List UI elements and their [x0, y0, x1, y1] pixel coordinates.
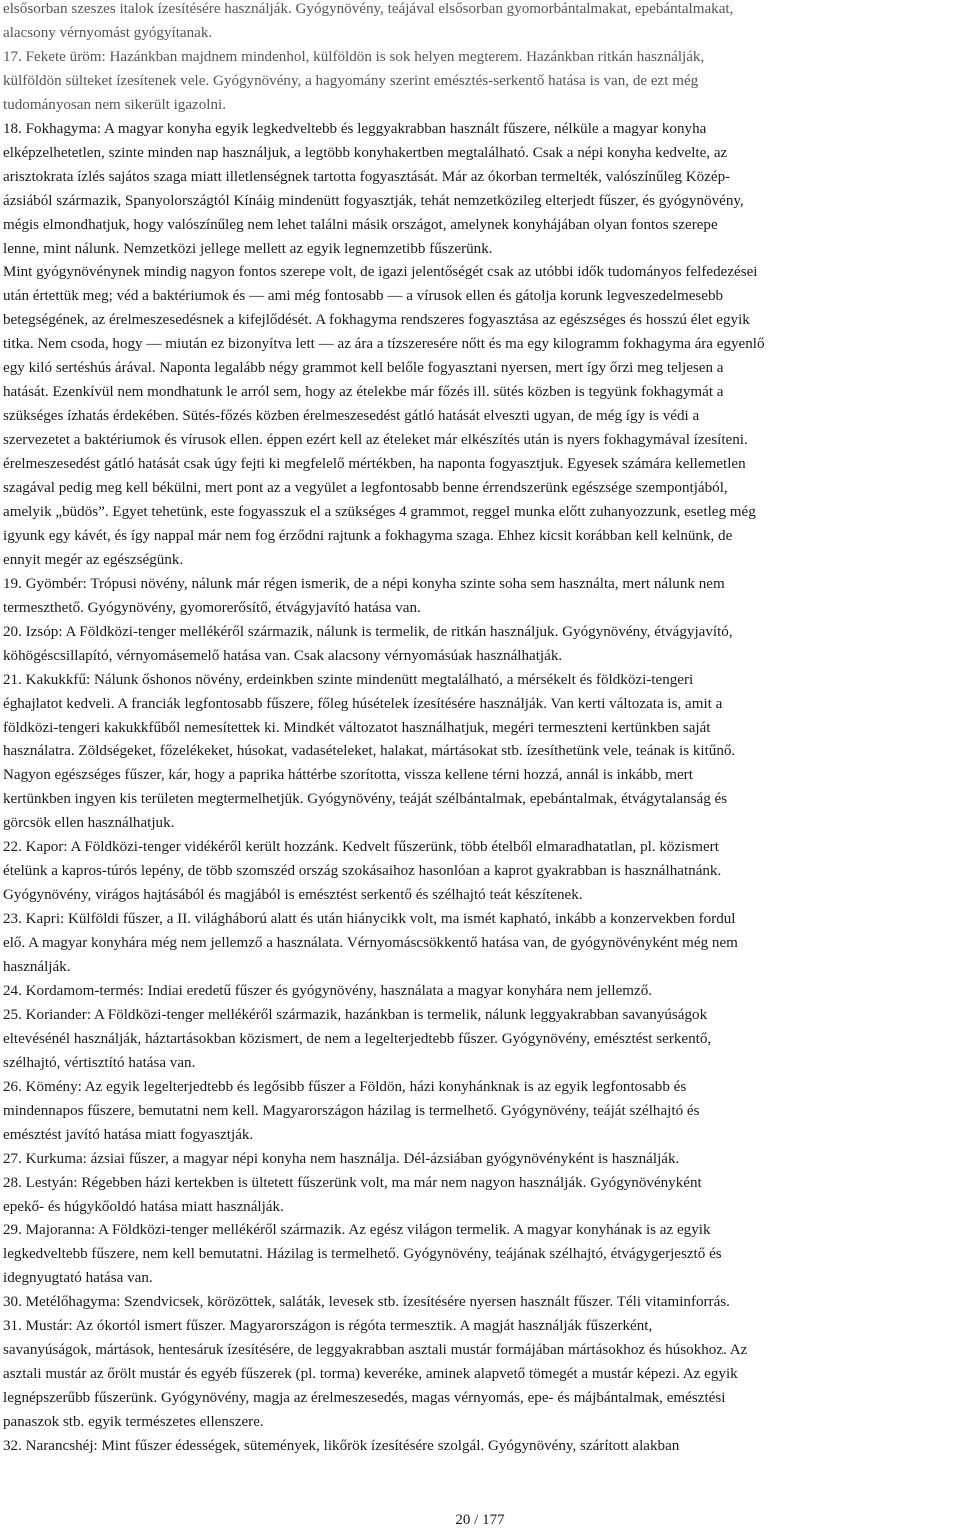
text-line: 32. Narancshéj: Mint fűszer édességek, sütemények, likőrök ízesítésére szolgál. Gyógynövény, szárított alakban: [3, 1438, 680, 1454]
text-line: ennyit megér az egészségünk.: [3, 551, 184, 568]
text-line: 21. Kakukkfű: Nálunk őshonos növény, erdeinkben szinte mindenütt megtalálható, a mérsékelt és földközi-tengeri: [3, 671, 694, 688]
text-line: legnépszerűbb fűszerünk. Gyógynövény, magja az érelmeszesedés, magas vérnyomás, epe- és májbántalmak, emésztési: [3, 1390, 726, 1407]
text-line: szervezetet a baktériumok és vírusok ellen. éppen ezért kell az ételeket már elkészítés után is nyers fokhagymával ízesíteni.: [3, 432, 748, 449]
text-line: éghajlatot kedveli. A franciák legfontosabb fűszere, főleg húsételek ízesítésére használják. Van kerti változata is, amit a: [3, 695, 723, 712]
text-line: szagával pedig meg kell békülni, mert pont az a vegyület a legfontosabb benne érrendszerünk egészsége szempontjából,: [3, 480, 728, 496]
text-line: idegnyugtató hatása van.: [3, 1270, 153, 1287]
text-line: 28. Lestyán: Régebben házi kertekben is ültetett fűszerünk volt, ma már nem nagyon használják. Gyógynövényként: [3, 1174, 702, 1191]
text-line: lenne, mint nálunk. Nemzetközi jellege mellett az egyik legnemzetibb fűszerünk.: [3, 240, 493, 257]
text-line: 27. Kurkuma: ázsiai fűszer, a magyar népi konyha nem használja. Dél-ázsiában gyógynövényként is használják.: [3, 1150, 680, 1167]
text-line: alacsony vérnyomást gyógyítanak.: [3, 24, 213, 41]
text-line: 30. Metélőhagyma: Szendvicsek, körözöttek, saláták, levesek stb. ízesítésére nyersen használt fűszer. Téli vitaminforrás.: [3, 1294, 730, 1311]
text-line: eltevésénél használják, háztartásokban közismert, de nem a legelterjedtebb fűszer. Gyógynövény, emésztést serkentő,: [3, 1030, 712, 1047]
text-line: hatását. Ezenkívül nem mondhatunk le arról sem, hogy az ételekbe már főzés ill. sütés közben is tegyünk fokhagymát a: [3, 384, 724, 401]
text-line: köhögéscsillapító, vérnyomásemelő hatása van. Csak alacsony vérnyomásúak használhatják.: [3, 647, 563, 664]
text-line: görcsök ellen használhatjuk.: [3, 815, 175, 832]
text-line: ázsiából származik, Spanyolországtól Kínáig mindenütt fogyasztják, tehát nemzetközileg elterjedt fűszer, és gyógynövény,: [3, 192, 744, 209]
text-line: 18. Fokhagyma: A magyar konyha egyik legkedveltebb és leggyakrabban használt fűszere, nélküle a magyar konyha: [3, 120, 707, 137]
text-line: titka. Nem csoda, hogy — miután ez bizonyítva lett — az ára a tízszeresére nőtt és ma egy kilogramm fokhagyma ára egyenlő: [3, 336, 765, 353]
text-line: amelyik „büdös”. Egyet tehetünk, este fogyasszuk el a szükséges 4 grammot, reggel munka előtt zuhanyozzunk, esetleg még: [3, 503, 756, 520]
text-line: elő. A magyar konyhára még nem jellemző a használata. Vérnyomáscsökkentő hatása van, de gyógynövényként még nem: [3, 935, 738, 952]
page-number: 20 / 177: [455, 1512, 505, 1528]
text-line: érelmeszesedést gátló hatását csak úgy fejti ki megfelelő mértékben, ha naponta fogyasztjuk. Egyesek számára kellemetlen: [3, 456, 746, 473]
text-line: termeszthető. Gyógynövény, gyomorerősítő, étvágyjavító hatása van.: [3, 599, 421, 616]
text-line: használatra. Zöldségeket, főzelékeket, húsokat, vadasételeket, halakat, mártásokat stb. ízesíthetünk vele, teának is kitűnő.: [3, 743, 736, 760]
text-line: használják.: [3, 959, 71, 975]
text-line: legkedveltebb fűszere, nem kell bemutatni. Házilag is termelhető. Gyógynövény, teájának szélhajtó, étvágygerjesztő és: [3, 1246, 722, 1263]
text-line: 20. Izsóp: A Földközi-tenger mellékéről származik, nálunk is termelik, de ritkán használjuk. Gyógynövény, étvágyjavító,: [3, 623, 733, 640]
text-line: szükséges ízhatás érdekében. Sütés-főzés közben érelmeszesedést gátló hatását elveszti ugyan, de még így is védi a: [3, 408, 700, 425]
text-line: 25. Koriander: A Földközi-tenger mellékéről származik, hazánkban is termelik, nálunk leggyakrabban savanyúságok: [3, 1006, 708, 1023]
text-line: 24. Kordamom-termés: Indiai eredetű fűszer és gyógynövény, használata a magyar konyhára nem jellemző.: [3, 982, 653, 999]
text-line: Gyógynövény, virágos hajtásából és magjából is emésztést serkentő és szélhajtó teát készítenek.: [3, 887, 583, 904]
text-line: elsősorban szeszes italok ízesítésére használják. Gyógynövény, teájával elsősorban gyomorbántalmakat, epebántalmakat,: [3, 1, 734, 17]
text-line: 31. Mustár: Az ókortól ismert fűszer. Magyarországon is régóta termesztik. A magját használják fűszerként,: [3, 1318, 653, 1335]
text-line: tudományosan nem sikerült igazolni.: [3, 96, 227, 113]
text-line: földközi-tengeri kakukkfűből nemesítettek ki. Mindkét változatot használhatjuk, megéri termeszteni kertünkben saját: [3, 719, 711, 736]
text-line: mégis elmondhatjuk, hogy valószínűleg nem lehet találni másik országot, amelynek konyhájában olyan fontos szerepe: [3, 216, 718, 233]
text-line: savanyúságok, mártások, hentesáruk ízesítésére, de leggyakrabban asztali mustár formájában mártásokhoz és húsokhoz. Az: [3, 1342, 748, 1359]
text-line: Nagyon egészséges fűszer, kár, hogy a paprika háttérbe szorította, vissza kellene térni hozzá, annál is inkább, mert: [3, 767, 693, 784]
text-line: 22. Kapor: A Földközi-tenger vidékéről került hozzánk. Kedvelt fűszerünk, több ételből elmaradhatatlan, pl. közismert: [3, 839, 719, 856]
text-line: ételünk a kapros-túrós lepény, de több szomszéd ország szokásaihoz hasonlóan a kaprot gyakrabban is használhatnánk.: [3, 863, 722, 880]
text-line: után értettük meg; véd a baktériumok és — ami még fontosabb — a vírusok ellen és gátolja korunk legveszedelmesebb: [3, 288, 724, 305]
text-line: külföldön sülteket ízesítenek vele. Gyógynövény, a hagyomány szerint emésztés-serkentő hatása is van, de ezt még: [3, 72, 699, 89]
text-line: Mint gyógynövénynek mindig nagyon fontos szerepe volt, de igazi jelentőségét csak az utóbbi idők tudományos felfedezései: [3, 264, 758, 281]
text-line: egy kiló sertéshús árával. Naponta legalább négy grammot kell belőle fogyasztani nyersen, mert így őrzi meg teljesen a: [3, 360, 724, 377]
text-line: arisztokrata ízlés sajátos szaga miatt illetlenségnek tartotta fogyasztását. Már az ókorban termelték, valószínűleg Közép-: [3, 168, 731, 185]
text-line: asztali mustár az őrölt mustár és egyéb fűszerek (pl. torma) keveréke, aminek alapvető tömegét a mustár képezi. Az egyik: [3, 1366, 738, 1383]
text-line: betegségének, az érelmeszesedésnek a kifejlődését. A fokhagyma rendszeres fogyasztása az egészséges és hosszú élet egyik: [3, 312, 750, 329]
text-line: 23. Kapri: Külföldi fűszer, a II. világháború alatt és után hiánycikk volt, ma ismét kapható, inkább a konzervekben fordul: [3, 911, 736, 928]
text-line: 29. Majoranna: A Földközi-tenger mellékéről származik. Az egész világon termelik. A magyar konyhának is az egyik: [3, 1222, 711, 1239]
text-line: 26. Kömény: Az egyik legelterjedtebb és legősibb fűszer a Földön, házi konyhánknak is az egyik legfontosabb és: [3, 1078, 687, 1095]
text-line: 19. Gyömbér: Trópusi növény, nálunk már régen ismerik, de a népi konyha szinte soha sem használta, mert nálunk nem: [3, 575, 725, 592]
text-line: mindennapos fűszere, bemutatni nem kell. Magyarországon házilag is termelhető. Gyógynövény, teáját szélhajtó és: [3, 1102, 700, 1119]
text-line: elképzelhetetlen, szinte minden nap használjuk, a legtöbb konyhakertben megtalálható. Csak a népi konyha kedvelte, az: [3, 144, 728, 161]
text-line: emésztést javító hatása miatt fogyasztják.: [3, 1126, 254, 1143]
text-line: 17. Fekete üröm: Hazánkban majdnem mindenhol, külföldön is sok helyen megterem. Hazánkban ritkán használják,: [3, 48, 705, 65]
text-line: igyunk egy kávét, és így nappal már nem fog érződni rajtunk a fokhagyma szaga. Ehhez kicsit korábban kell kelnünk, de: [3, 527, 733, 544]
text-line: epekő- és húgykőoldó hatása miatt használják.: [3, 1198, 284, 1215]
text-line: panaszok stb. egyik természetes ellenszere.: [3, 1414, 264, 1431]
text-line: szélhajtó, vértisztító hatása van.: [3, 1054, 196, 1071]
text-line: kertünkben ingyen kis területen megtermelhetjük. Gyógynövény, teáját szélbántalmak, epebántalmak, étvágytalanság és: [3, 791, 728, 808]
